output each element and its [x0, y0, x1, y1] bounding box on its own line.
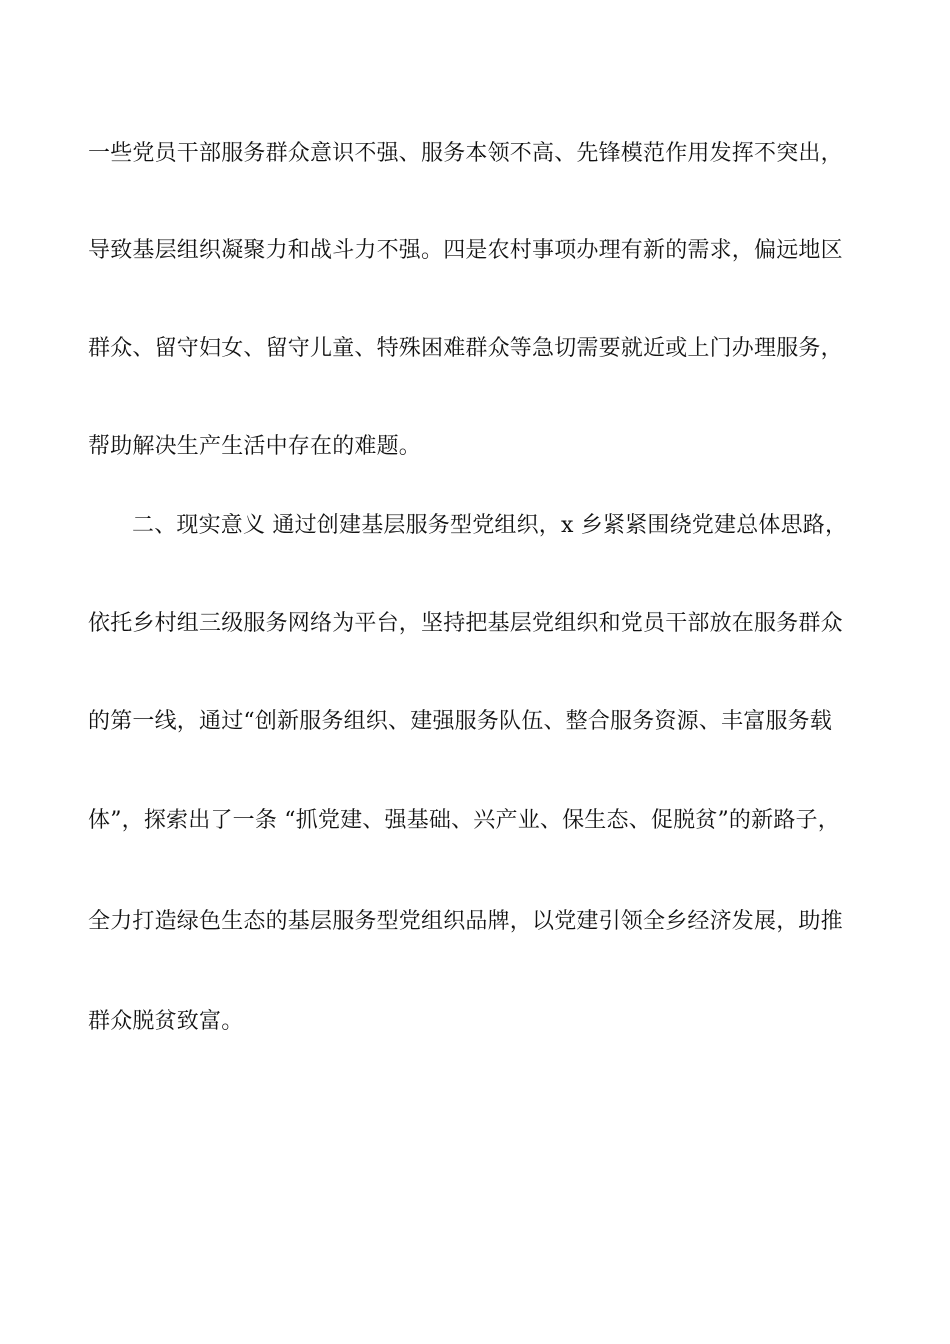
- paragraph-line: 群众、留守妇女、留守儿童、特殊困难群众等急切需要就近或上门办理服务，: [88, 336, 843, 361]
- paragraph-line: 导致基层组织凝聚力和战斗力不强。四是农村事项办理有新的需求，偏远地区: [88, 238, 843, 263]
- paragraph-line: 群众脱贫致富。: [88, 1009, 244, 1034]
- paragraph-line: 全力打造绿色生态的基层服务型党组织品牌，以党建引领全乡经济发展，助推: [88, 909, 843, 934]
- paragraph-line: 的第一线，通过“创新服务组织、建强服务队伍、整合服务资源、丰富服务载: [88, 709, 833, 734]
- paragraph-line: 体”，探索出了一条 “抓党建、强基础、兴产业、保生态、促脱贫”的新路子，: [88, 808, 840, 833]
- paragraph-line: 帮助解决生产生活中存在的难题。: [88, 434, 422, 459]
- paragraph-line: 依托乡村组三级服务网络为平台，坚持把基层党组织和党员干部放在服务群众: [88, 611, 843, 636]
- paragraph-line: 一些党员干部服务群众意识不强、服务本领不高、先锋模范作用发挥不突出，: [88, 141, 843, 166]
- section-heading-line: 二、现实意义 通过创建基层服务型党组织，x 乡紧紧围绕党建总体思路，: [132, 513, 848, 538]
